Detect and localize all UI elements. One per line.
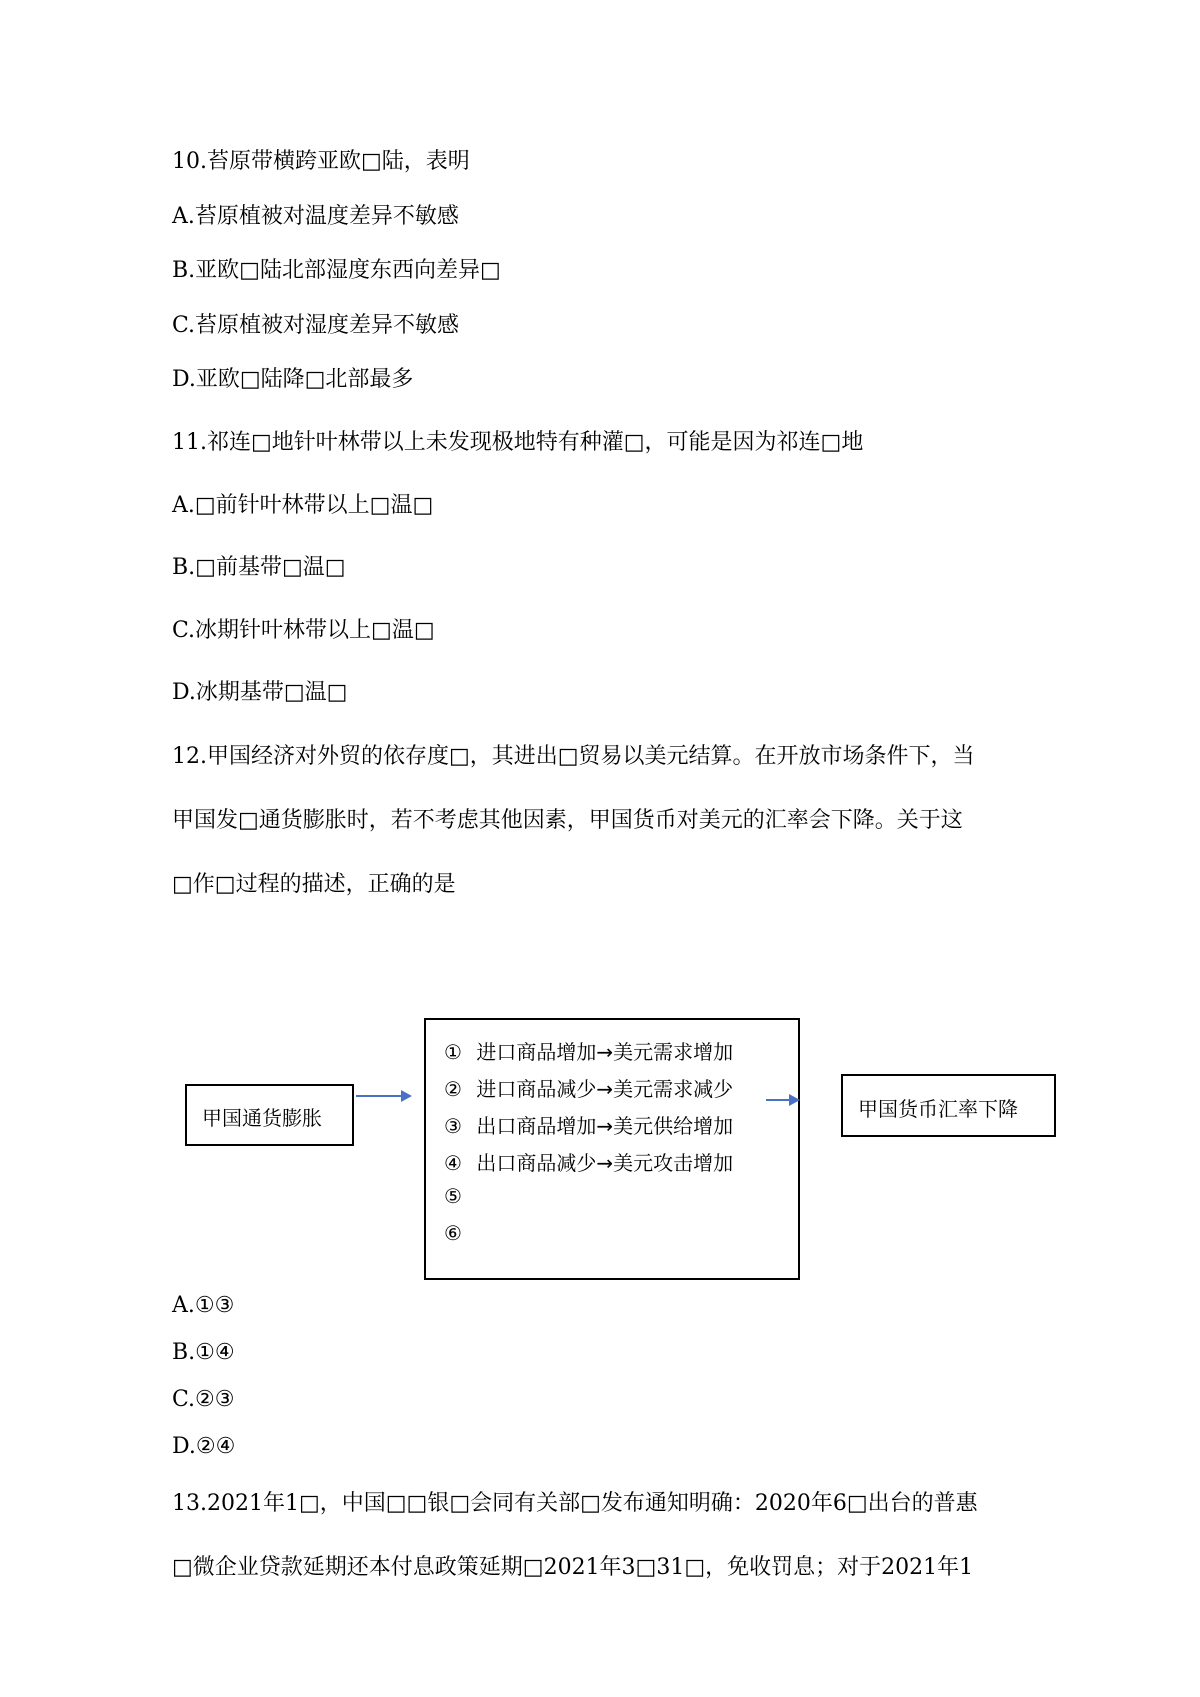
q12-stem-line-2: 甲国发□通货膨胀时，若不考虑其他因素，甲国货币对美元的汇率会下降。关于这 bbox=[172, 808, 963, 833]
q11-stem: 11.祁连□地针叶林带以上未发现极地特有种灌□，可能是因为祁连□地 bbox=[172, 430, 864, 455]
q13-stem-line-1: 13.2021年1□，中国□□银□会同有关部□发布通知明确：2020年6□出台的普惠 bbox=[172, 1491, 978, 1516]
diagram-item-2: ② 进口商品减少→美元需求减少 bbox=[444, 1077, 734, 1101]
diagram-arrow-right bbox=[766, 1099, 798, 1101]
q12-option-a: A.①③ bbox=[172, 1293, 235, 1318]
diagram-left-box-label: 甲国通货膨胀 bbox=[202, 1106, 322, 1130]
q11-option-b: B.□前基带□温□ bbox=[172, 555, 346, 580]
q10-option-b: B.亚欧□陆北部湿度东西向差异□ bbox=[172, 258, 501, 283]
q13-stem-line-2: □微企业贷款延期还本付息政策延期□2021年3□31□，免收罚息；对于2021年1 bbox=[172, 1555, 974, 1580]
diagram-center-box bbox=[424, 1018, 800, 1280]
q11-option-c: C.冰期针叶林带以上□温□ bbox=[172, 618, 435, 643]
q12-stem-line-1: 12.甲国经济对外贸的依存度□，其进出□贸易以美元结算。在开放市场条件下，当 bbox=[172, 744, 975, 769]
diagram-item-1: ① 进口商品增加→美元需求增加 bbox=[444, 1040, 734, 1064]
q10-option-d: D.亚欧□陆降□北部最多 bbox=[172, 367, 414, 392]
diagram-item-3: ③ 出口商品增加→美元供给增加 bbox=[444, 1114, 734, 1138]
diagram-item-4: ④ 出口商品减少→美元攻击增加 bbox=[444, 1151, 734, 1175]
q12-stem-line-3: □作□过程的描述，正确的是 bbox=[172, 872, 456, 897]
q10-stem: 10.苔原带横跨亚欧□陆，表明 bbox=[172, 149, 470, 174]
diagram-item-6: ⑥ bbox=[444, 1221, 462, 1245]
q10-option-c: C.苔原植被对湿度差异不敏感 bbox=[172, 313, 460, 338]
diagram-left-box bbox=[185, 1084, 354, 1146]
q11-option-d: D.冰期基带□温□ bbox=[172, 680, 348, 705]
q11-option-a: A.□前针叶林带以上□温□ bbox=[172, 493, 434, 518]
diagram-right-box bbox=[841, 1074, 1056, 1137]
q12-option-b: B.①④ bbox=[172, 1340, 235, 1365]
diagram-item-5: ⑤ bbox=[444, 1184, 462, 1208]
diagram-right-box-label: 甲国货币汇率下降 bbox=[858, 1097, 1018, 1121]
diagram-arrow-left bbox=[356, 1095, 410, 1097]
q12-option-d: D.②④ bbox=[172, 1434, 236, 1459]
q12-option-c: C.②③ bbox=[172, 1387, 235, 1412]
q10-option-a: A.苔原植被对温度差异不敏感 bbox=[172, 204, 459, 229]
